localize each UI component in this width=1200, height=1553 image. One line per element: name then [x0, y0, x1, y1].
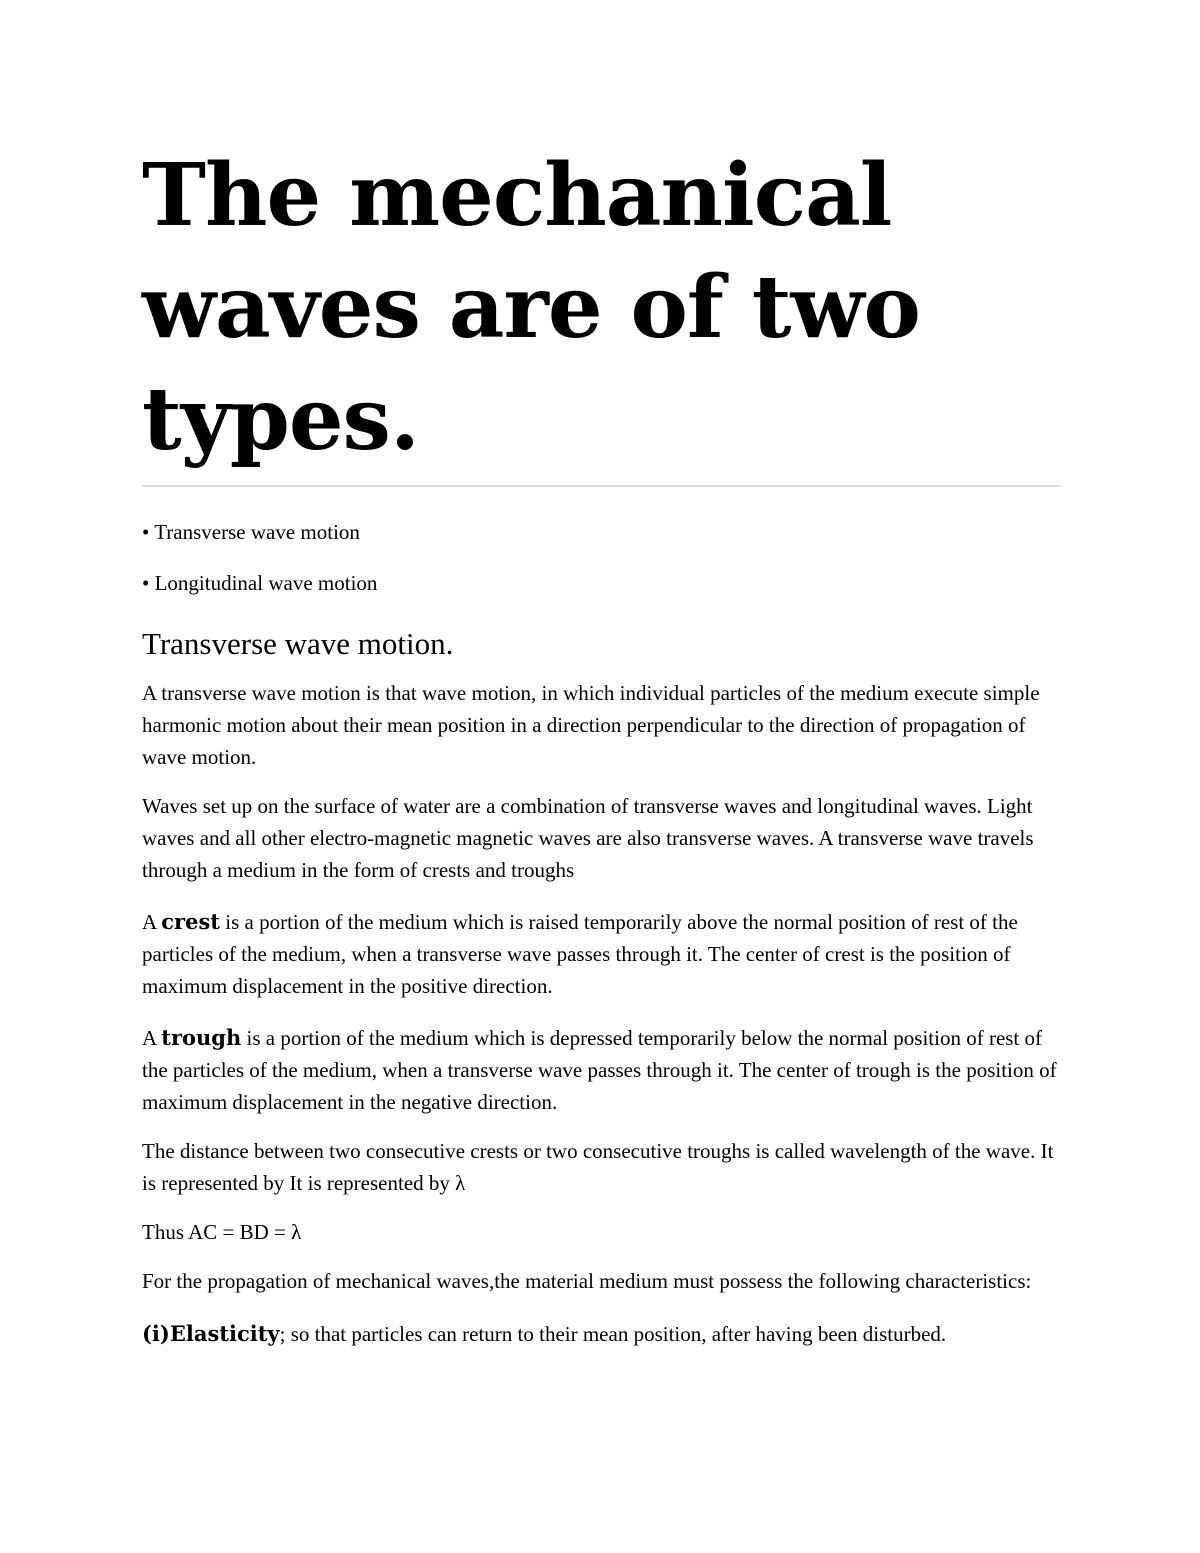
trough-prefix: A — [142, 1026, 162, 1050]
crest-text: is a portion of the medium which is raised temporarily above the normal position of rest of the particles of the medium, when a transverse wave passes through it. The center of crest is the position of maximum displacement in the positive direction. — [142, 910, 1018, 998]
definition-paragraph: A transverse wave motion is that wave motion, in which individual particles of the medium execute simple harmonic motion about their mean position in a direction perpendicular to the direction of propagation of wave motion. — [142, 681, 1040, 769]
title-line-2: waves are of two — [142, 257, 920, 358]
water-waves-paragraph: Waves set up on the surface of water are a combination of transverse waves and longitudinal waves. Light waves and all other electro-magnetic magnetic waves are also transverse waves. A transverse wave travels through a medium in the form of crests and troughs — [142, 794, 1034, 882]
title-divider — [142, 485, 1060, 487]
title-line-3: types. — [142, 369, 419, 470]
section-heading: Transverse wave motion. — [142, 626, 454, 661]
bullet-item: • Longitudinal wave motion — [142, 571, 378, 595]
trough-paragraph — [142, 1022, 1060, 1118]
requirements-paragraph: For the propagation of mechanical waves,the material medium must possess the following characteristics: — [142, 1269, 1032, 1293]
elasticity-text: ; so that particles can return to their mean position, after having been disturbed. — [279, 1322, 947, 1346]
elasticity-term: (i)Elasticity — [142, 1321, 280, 1346]
page-title — [142, 140, 1060, 476]
wavelength-paragraph: The distance between two consecutive crests or two consecutive troughs is called wavelength of the wave. It is represented by It is represented by λ — [142, 1139, 1054, 1195]
crest-term: crest — [161, 909, 220, 934]
title-line-1: The mechanical — [142, 145, 892, 246]
trough-text: is a portion of the medium which is depressed temporarily below the normal position of rest of the particles of the medium, when a transverse wave passes through it. The center of trough is the position of maximum displacement in the negative direction. — [142, 1026, 1057, 1114]
document-page — [142, 140, 1060, 1350]
trough-term: trough — [161, 1025, 242, 1050]
equation-paragraph: Thus AC = BD = λ — [142, 1220, 302, 1244]
bullet-item: • Transverse wave motion — [142, 520, 360, 544]
crest-prefix: A — [142, 910, 162, 934]
elasticity-paragraph — [142, 1318, 1060, 1350]
crest-paragraph — [142, 906, 1060, 1002]
